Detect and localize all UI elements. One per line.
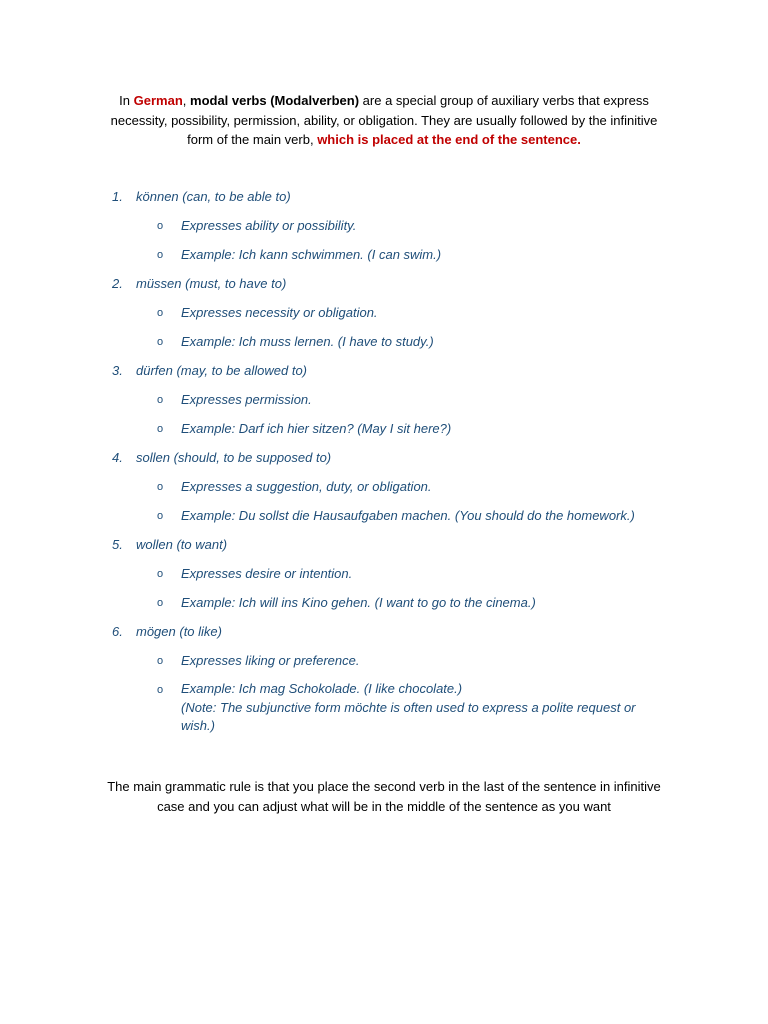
verb-description: Expresses necessity or obligation. <box>181 305 378 320</box>
list-number: 1. <box>112 189 123 204</box>
modal-verb-list <box>0 187 768 738</box>
list-item <box>0 535 768 622</box>
sub-list-item <box>0 593 768 622</box>
sub-list-item <box>0 332 768 361</box>
verb-term: müssen (must, to have to) <box>136 276 287 291</box>
verb-term: sollen (should, to be supposed to) <box>136 450 332 465</box>
sub-list-item <box>0 390 768 419</box>
sub-list <box>0 303 768 361</box>
sub-list <box>0 390 768 448</box>
list-number: 6. <box>112 624 123 639</box>
list-item <box>0 187 768 274</box>
sub-list <box>0 216 768 274</box>
circle-bullet-icon: o <box>157 684 164 696</box>
sub-list-item <box>0 564 768 593</box>
verb-note: (Note: The subjunctive form möchte is often used to express a polite request or wish.) <box>181 699 636 733</box>
sub-list-item <box>0 506 768 535</box>
sub-list-item <box>0 216 768 245</box>
verb-description: Expresses a suggestion, duty, or obligation. <box>181 479 432 494</box>
verb-example: Example: Du sollst die Hausaufgaben machen. (You should do the homework.) <box>181 508 635 523</box>
circle-bullet-icon: o <box>157 597 164 609</box>
sub-list-item <box>0 419 768 448</box>
verb-example-with-note <box>181 680 661 736</box>
sub-list <box>0 651 768 738</box>
intro-emphasis: which is placed at the end of the sentence. <box>317 132 581 147</box>
intro-text-1: In <box>119 93 134 108</box>
intro-text-3: are a special group of auxiliary verbs that express necessity, possibility, permission, ability, or obligation. They are usually followed by the infinitive form of the main verb, <box>110 93 658 147</box>
verb-description: Expresses liking or preference. <box>181 653 360 668</box>
intro-paragraph <box>96 91 672 150</box>
sub-list-item <box>0 651 768 680</box>
list-number: 4. <box>112 450 123 465</box>
list-item <box>0 622 768 738</box>
sub-list-item <box>0 245 768 274</box>
intro-text-2: , <box>182 93 191 108</box>
circle-bullet-icon: o <box>157 568 164 580</box>
list-item <box>0 448 768 535</box>
grammar-rule-paragraph: The main grammatic rule is that you place the second verb in the last of the sentence in infinitive case and you can adjust what will be in the middle of the sentence as you want <box>107 779 661 814</box>
intro-modal-verbs: modal verbs (Modalverben) <box>190 93 360 108</box>
verb-term: wollen (to want) <box>136 537 228 552</box>
verb-example: Example: Ich kann schwimmen. (I can swim.) <box>181 247 442 262</box>
list-item <box>0 361 768 448</box>
circle-bullet-icon: o <box>157 481 164 493</box>
sub-list <box>0 564 768 622</box>
circle-bullet-icon: o <box>157 220 164 232</box>
intro-german: German <box>133 93 183 108</box>
verb-example: Example: Ich will ins Kino gehen. (I want to go to the cinema.) <box>181 595 536 610</box>
verb-example: Example: Ich mag Schokolade. (I like chocolate.) <box>181 681 463 696</box>
verb-description: Expresses permission. <box>181 392 312 407</box>
verb-description: Expresses ability or possibility. <box>181 218 357 233</box>
circle-bullet-icon: o <box>157 336 164 348</box>
circle-bullet-icon: o <box>157 423 164 435</box>
list-number: 2. <box>112 276 123 291</box>
circle-bullet-icon: o <box>157 249 164 261</box>
sub-list-item <box>0 477 768 506</box>
sub-list <box>0 477 768 535</box>
verb-example: Example: Ich muss lernen. (I have to study.) <box>181 334 434 349</box>
verb-term: dürfen (may, to be allowed to) <box>136 363 308 378</box>
list-number: 5. <box>112 537 123 552</box>
verb-term: können (can, to be able to) <box>136 189 291 204</box>
circle-bullet-icon: o <box>157 510 164 522</box>
circle-bullet-icon: o <box>157 394 164 406</box>
list-number: 3. <box>112 363 123 378</box>
verb-term: mögen (to like) <box>136 624 222 639</box>
verb-description: Expresses desire or intention. <box>181 566 353 581</box>
verb-example: Example: Darf ich hier sitzen? (May I sit here?) <box>181 421 452 436</box>
list-item <box>0 274 768 361</box>
sub-list-item <box>0 680 768 738</box>
circle-bullet-icon: o <box>157 655 164 667</box>
circle-bullet-icon: o <box>157 307 164 319</box>
sub-list-item <box>0 303 768 332</box>
